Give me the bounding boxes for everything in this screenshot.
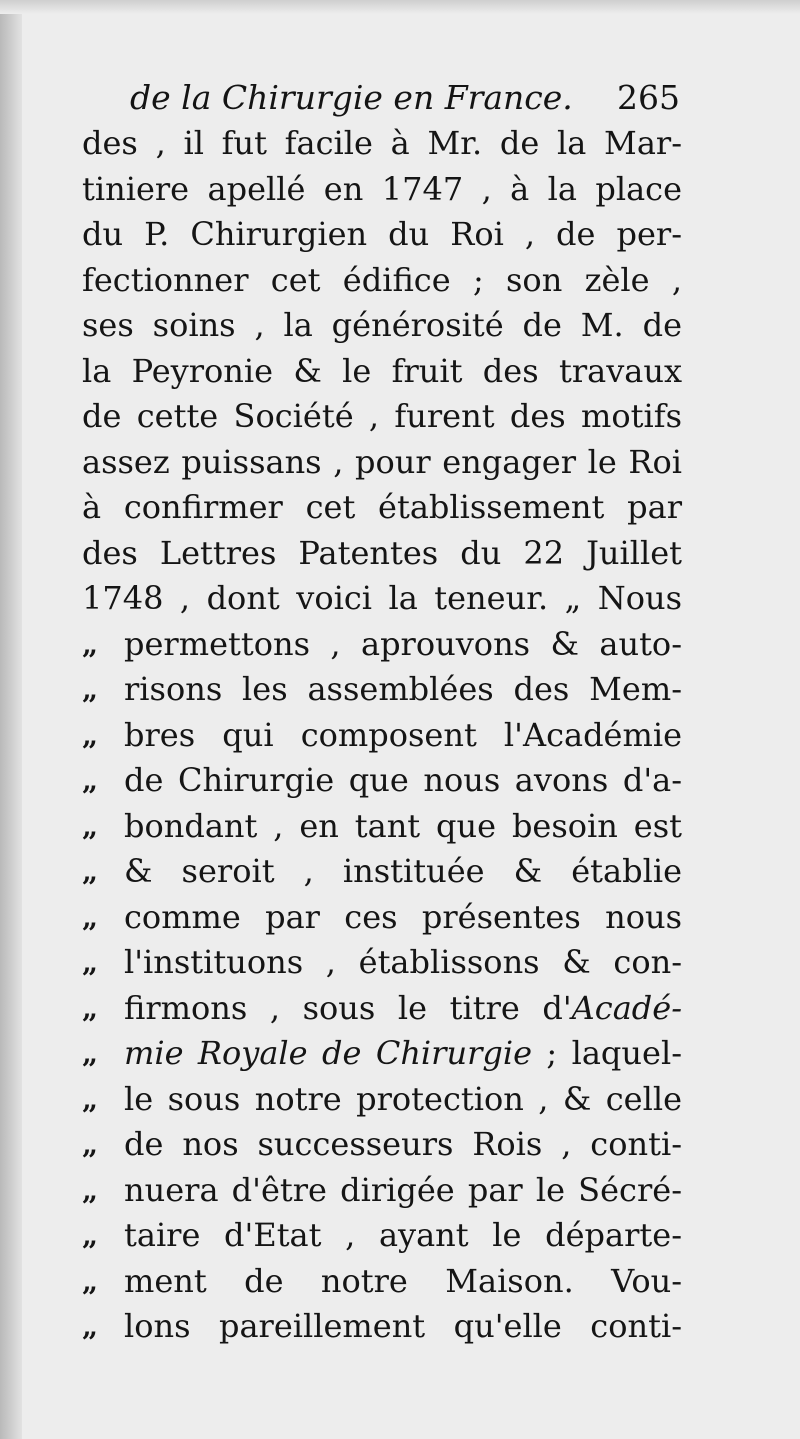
- quote-mark: „: [82, 718, 99, 752]
- text-line: la Peyronie & le fruit des travaux: [82, 351, 682, 390]
- quoted-line: [82, 986, 682, 1032]
- quoted-line: „ bres qui composent l'Académie: [82, 713, 682, 759]
- line-segment: ; laquel-: [532, 1034, 683, 1072]
- text-line: tiniere apellé en 1747 , à la place: [82, 169, 682, 208]
- quote-mark: „: [82, 1219, 99, 1252]
- quoted-line: „ le sous notre protection , & celle: [82, 1077, 682, 1123]
- quoted-line: „ l'instituons , établissons & con-: [82, 940, 682, 986]
- quote-mark: „: [82, 1128, 99, 1161]
- quote-mark: „: [82, 991, 99, 1025]
- quote-mark: „: [82, 855, 99, 888]
- page-top-shadow: [0, 0, 800, 14]
- quoted-line: „ lons pareillement qu'elle conti-: [82, 1304, 682, 1350]
- body-text: [82, 121, 682, 1350]
- running-title: de la Chirurgie en France.: [130, 78, 573, 117]
- text-line: ses soins , la générosité de M. de: [82, 306, 682, 344]
- quoted-line: „ de Chirurgie que nous avons d'a-: [82, 758, 682, 804]
- text-line: fectionner cet édifice ; son zèle ,: [82, 260, 682, 299]
- quote-mark: „: [82, 673, 99, 706]
- text-line: assez puissans , pour engager le Roi: [82, 442, 682, 481]
- italic-title-segment: mie Royale de Chirurgie: [124, 1034, 533, 1072]
- quote-mark: „: [82, 1037, 99, 1070]
- quote-mark: „: [82, 1082, 99, 1116]
- italic-title-segment: Acadé-: [571, 988, 682, 1027]
- line-segment: firmons , sous le titre d': [124, 988, 572, 1027]
- quoted-line: „ permettons , aprouvons & auto-: [82, 622, 682, 668]
- quote-mark: „: [82, 1173, 99, 1207]
- quoted-line: „ ment de notre Maison. Vou-: [82, 1259, 682, 1305]
- quote-mark: „: [82, 764, 99, 797]
- quote-mark: „: [82, 1264, 99, 1298]
- quoted-line: „ risons les assemblées des Mem-: [82, 667, 682, 713]
- quote-mark: „: [82, 946, 99, 979]
- quoted-line: „ de nos successeurs Rois , conti-: [82, 1122, 682, 1168]
- page-number: 265: [617, 78, 680, 117]
- quoted-line: „ & seroit , instituée & établie: [82, 849, 682, 895]
- text-line: 1748 , dont voici la teneur. „ Nous: [82, 579, 682, 617]
- quoted-line: „ comme par ces présentes nous: [82, 895, 682, 941]
- page-edge-shadow: [0, 0, 22, 1439]
- text-line: du P. Chirurgien du Roi , de per-: [82, 215, 682, 253]
- quoted-line: [82, 1031, 682, 1077]
- quote-mark: „: [82, 809, 99, 843]
- text-line: de cette Société , furent des motifs: [82, 397, 682, 435]
- quoted-line: „ bondant , en tant que besoin est: [82, 804, 682, 850]
- quote-mark: „: [82, 627, 99, 661]
- text-line: des , il fut facile à Mr. de la Mar-: [82, 124, 682, 162]
- quoted-line: „ taire d'Etat , ayant le départe-: [82, 1213, 682, 1259]
- page-header: [130, 72, 680, 124]
- quote-mark: „: [82, 1310, 99, 1343]
- text-line: des Lettres Patentes du 22 Juillet: [82, 533, 682, 572]
- text-line: à confirmer cet établissement par: [82, 488, 682, 526]
- quoted-line: „ nuera d'être dirigée par le Sécré-: [82, 1168, 682, 1214]
- quote-mark: „: [82, 900, 99, 934]
